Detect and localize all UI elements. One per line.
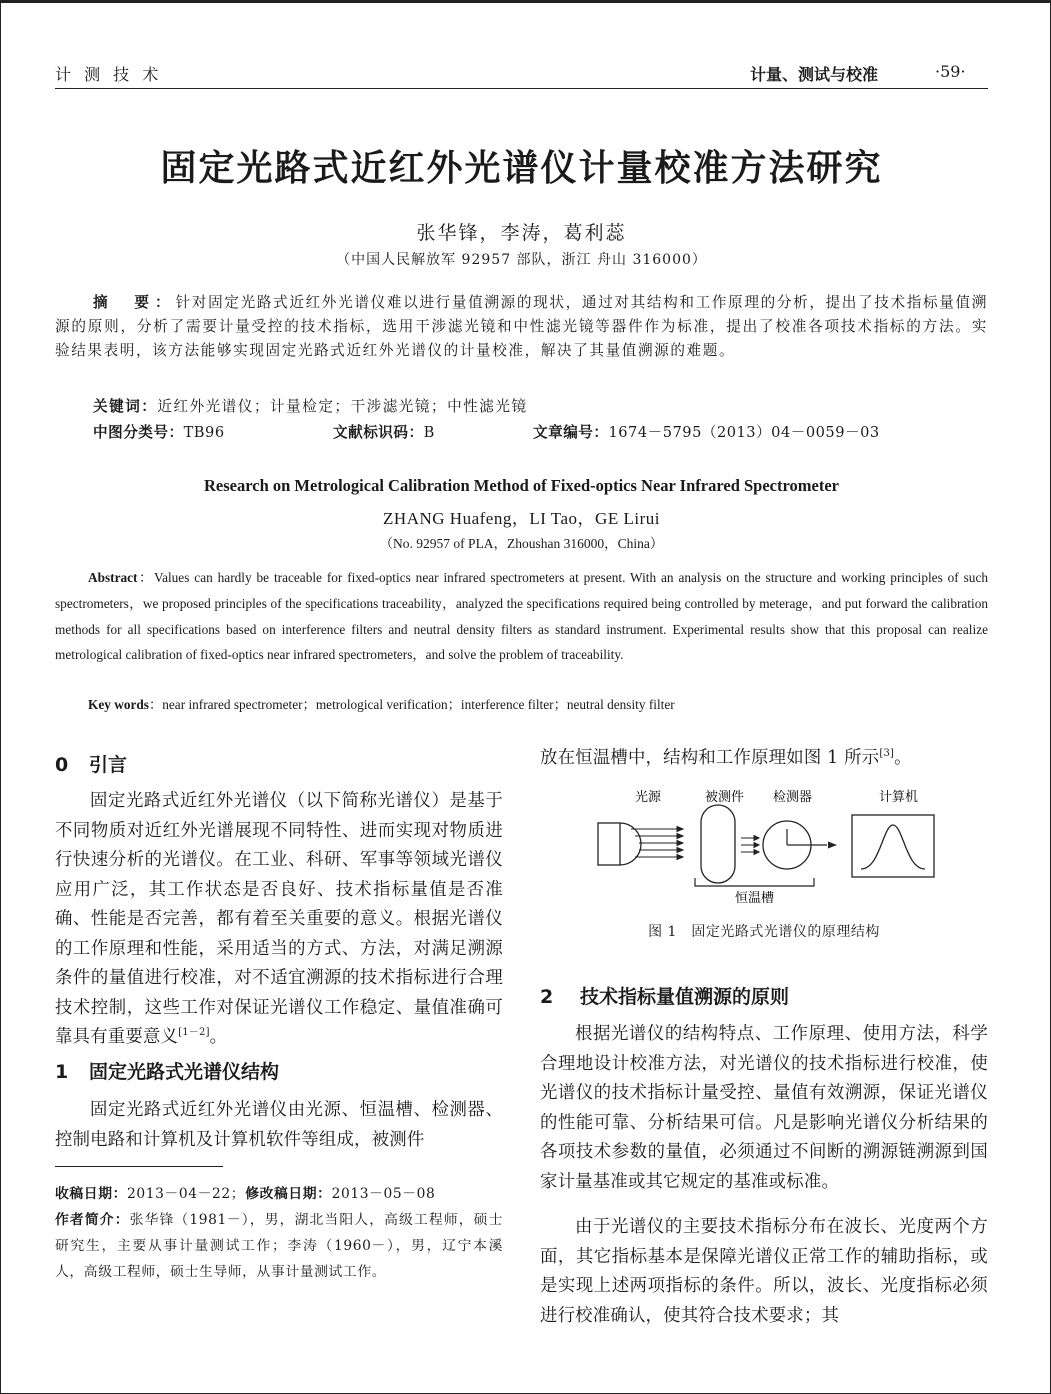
- clc-value: TB96: [183, 424, 225, 441]
- authors-en: ZHANG Huafeng，LI Tao，GE Lirui: [383, 509, 660, 528]
- paper-title: 固定光路式近红外光谱仪计量校准方法研究: [160, 148, 883, 189]
- abstract-cn: [55, 291, 988, 363]
- section-2-paragraph-2: 由于光谱仪的主要技术指标分布在波长、光度两个方面，其它指标基本是保障光谱仪正常工作的辅助指标，或是实现上述两项指标的条件。所以，波长、光度指标必须进行校准确认，使其符合技术要求；其: [540, 1217, 988, 1326]
- affiliation-en: （No. 92957 of PLA，Zhoushan 316000，China）: [379, 536, 664, 551]
- label-sample: 被测件: [705, 790, 745, 805]
- label-computer: 计算机: [879, 790, 919, 805]
- page-number: ·59·: [935, 62, 966, 81]
- clc-label: 中图分类号：: [93, 424, 184, 441]
- abstract-en-label: Abstract: [88, 570, 138, 585]
- section-1-cont-text: 放在恒温槽中，结构和工作原理如图 1 所示: [540, 748, 880, 768]
- doc-label: 文献标识码：: [333, 424, 424, 441]
- doc-value: B: [423, 424, 435, 441]
- label-thermostat: 恒温槽: [735, 891, 775, 905]
- keywords-cn-label: 关键词：: [93, 398, 158, 415]
- affiliation: （中国人民解放军 92957 部队，浙江 舟山 316000）: [336, 252, 707, 268]
- article-value: 1674－5795（2013）04－0059－03: [608, 424, 880, 441]
- bio-text: 张华锋（1981－），男，湖北当阳人，高级工程师，硕士研究生，主要从事计量测试工作；李涛（1960－），男，辽宁本溪人，高级工程师，硕士生导师，从事计量测试工作。: [55, 1212, 504, 1280]
- section-0-title: 引言: [89, 754, 128, 776]
- footnote-rule: [55, 1166, 223, 1167]
- abstract-cn-label: 摘 要：: [93, 294, 176, 311]
- journal-name: 计 测 技 术: [55, 65, 163, 84]
- keywords-en: [88, 694, 675, 713]
- section-0-number: 0: [55, 754, 69, 776]
- clc-number: [93, 421, 225, 442]
- keywords-cn-text: 近红外光谱仪；计量检定；干涉滤光镜；中性滤光镜: [157, 398, 528, 415]
- header-rule: [55, 88, 988, 89]
- section-2-title: 技术指标量值溯源的原则: [580, 986, 790, 1008]
- figure-1-caption: 图 1 固定光路式光谱仪的原理结构: [648, 924, 880, 940]
- section-1-title: 固定光路式光谱仪结构: [89, 1061, 280, 1083]
- revised-date: 2013－05－08: [331, 1186, 436, 1202]
- section-1-number: 1: [55, 1061, 69, 1083]
- label-source: 光源: [635, 790, 662, 805]
- computer-display-icon: [852, 815, 934, 877]
- section-2-paragraph-1: 根据光谱仪的结构特点、工作原理、使用方法，科学合理地设计校准方法，对光谱仪的技术指标进行校准，使光谱仪的技术指标计量受控、量值有效溯源，保证光谱仪的性能可靠、分析结果可信。凡是影响光谱仪分析结果的各项技术参数的量值，必须通过不间断的溯源链溯源到国家计量基准或其它规定的基准或标准。: [540, 1024, 988, 1192]
- received-label: 收稿日期：: [55, 1186, 127, 1202]
- sample-cell-icon: [701, 805, 735, 883]
- article-label: 文章编号：: [533, 424, 609, 441]
- section-0-paragraph: 固定光路式近红外光谱仪（以下简称光谱仪）是基于不同物质对近红外光谱展现不同特性、进而实现对物质进行快速分析的光谱仪。在工业、科研、军事等领域光谱仪应用广泛，其工作状态是否良好、技术指标量值是否准确、性能是否完善，都有着至关重要的意义。根据光谱仪的工作原理和性能，采用适当的方式、方法，对满足溯源条件的量值进行校准，对不适宜溯源的技术指标进行合理技术控制，这些工作对保证光谱仪工作稳定、量值准确可靠具有重要意义[1－2]。: [55, 791, 503, 1047]
- transmitted-beam-arrows: [741, 836, 759, 855]
- citation-1-2: [1－2]: [178, 1027, 210, 1039]
- doc-code: [333, 421, 435, 442]
- article-number: [533, 421, 880, 442]
- label-detector: 检测器: [773, 790, 813, 805]
- section-0-heading: [55, 750, 127, 777]
- received-date: 2013－04－22；: [126, 1186, 246, 1202]
- section-0-text: 固定光路式近红外光谱仪（以下简称光谱仪）是基于不同物质对近红外光谱展现不同特性、进而实现对物质进行快速分析的光谱仪。在工业、科研、军事等领域光谱仪应用广泛，其工作状态是否良好、技术指标量值是否准确、性能是否完善，都有着至关重要的意义。根据光谱仪的工作原理和性能，采用适当的方式、方法，对满足溯源条件的量值进行校准，对不适宜溯源的技术指标进行合理技术控制，这些工作对保证光谱仪工作稳定、量值准确可靠具有重要意义: [55, 791, 503, 1047]
- keywords-en-label: Key words: [88, 697, 149, 712]
- section-1-heading: [55, 1057, 279, 1084]
- section-1-paragraph: 固定光路式近红外光谱仪由光源、恒温槽、检测器、控制电路和计算机及计算机软件等组成，被测件: [55, 1100, 503, 1150]
- abstract-cn-text: 针对固定光路式近红外光谱仪难以进行量值溯源的现状，通过对其结构和工作原理的分析，提出了技术指标量值溯源的原则，分析了需要计量受控的技术指标，选用干涉滤光镜和中性滤光镜等器件作为标准，提出了校准各项技术指标的方法。实验结果表明，该方法能够实现固定光路式近红外光谱仪的计量校准，解决了其量值溯源的难题。: [55, 294, 988, 359]
- section-2-number: 2: [540, 986, 554, 1008]
- figure-1-diagram: [595, 785, 940, 905]
- section-name: 计量、测试与校准: [750, 65, 879, 84]
- revised-label: 修改稿日期：: [245, 1186, 332, 1202]
- paper-title-en: Research on Metrological Calibration Method of Fixed-optics Near Infrared Spectrometer: [204, 476, 839, 495]
- keywords-en-text: ：near infrared spectrometer；metrological verification；interference filter；neutral density filter: [148, 697, 675, 712]
- bio-label: 作者简介：: [55, 1212, 130, 1228]
- abstract-en: [55, 565, 988, 668]
- abstract-en-text: ：Values can hardly be traceable for fixed-optics near infrared spectrometers at present. With an analysis on the structure and working principles of such spectrometers，we proposed principles of the specifications traceability，analyzed the specifications required being controlled by meterage，and put forward the calibration methods for all specifications based on interference filters and neutral density filters as standard instrument. Experimental results show that this proposal can realize metrological calibration of fixed-optics near infrared spectrometers，and solve the problem of traceability.: [55, 570, 988, 663]
- footnote-bio: [55, 1207, 503, 1285]
- section-2-heading: [540, 982, 789, 1009]
- authors: 张华锋，李涛，葛利蕊: [416, 222, 627, 244]
- keywords-cn: [93, 395, 528, 416]
- section-1-continuation: 放在恒温槽中，结构和工作原理如图 1 所示[3]。: [540, 748, 912, 768]
- citation-3: [3]: [879, 748, 895, 760]
- footnote-dates: [55, 1181, 503, 1207]
- detector-icon: [763, 821, 837, 869]
